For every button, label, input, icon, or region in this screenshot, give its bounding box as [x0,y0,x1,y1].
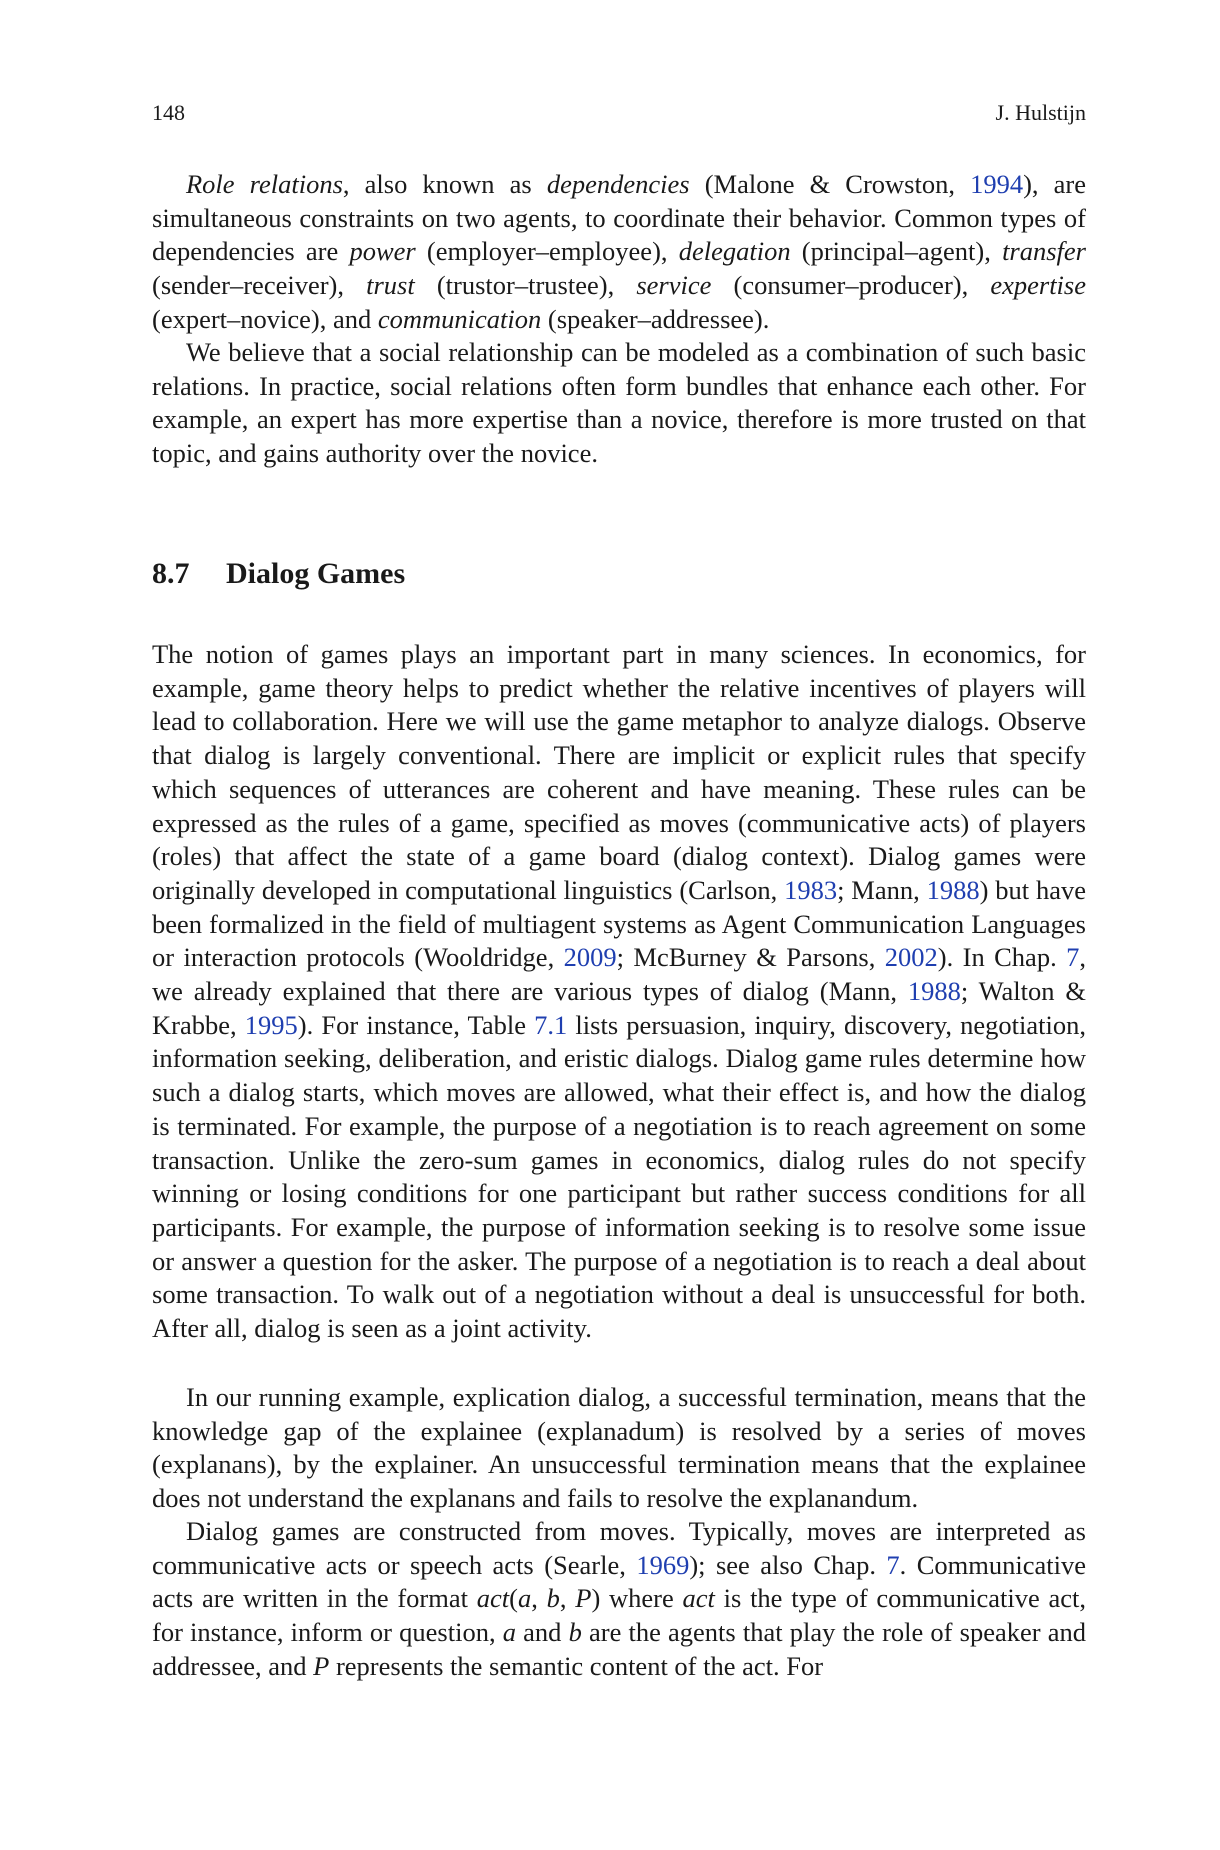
text-run: (sender–receiver), [152,270,367,301]
emphasis: trust [366,270,415,301]
text-run: (speaker–addressee). [541,303,770,334]
text-run: ; McBurney & Parsons, [616,942,885,973]
chapter-link[interactable]: 7 [1066,942,1080,973]
text-run: ; Mann, [837,874,927,905]
text-run: Dialog games are constructed from moves. Typically, moves are interpreted as communicative acts or speech acts (Searle, [152,1516,1086,1580]
text-run: (employer–employee), [415,236,679,267]
text-run: lists persuasion, inquiry, discovery, negotiation, information seeking, deliberation, and eristic dialogs. Dialog game rules determine how such a dialog starts, which moves are allowed, what their effect is, and how the dialog is terminated. For example, the purpose of a negotiation is to reach agreement on some transaction. Unlike the zero-sum games in economics, dialog rules do not specify winning or losing conditions for one participant but rather success conditions for all participants. For example, the purpose of information seeking is to resolve some issue or answer a question for the asker. The purpose of a negotiation is to reach a deal about some transaction. To walk out of a negotiation without a deal is unsuccessful for both. After all, dialog is seen as a joint activity. [152,1009,1086,1344]
section-title: Dialog Games [226,557,406,590]
emphasis: power [349,236,416,267]
math-symbol: act [476,1583,510,1614]
text-run: represents the semantic content of the act. For [329,1650,824,1681]
citation-link[interactable]: 1994 [970,169,1024,199]
math-symbol: P [575,1583,592,1614]
math-symbol: P [313,1650,330,1681]
math-symbol: ( [509,1583,518,1614]
paragraph-social-relationship: We believe that a social relationship can be modeled as a combination of such basic relations. In practice, social relations often form bundles that enhance each other. For example, an expert has more expertise than a novice, therefore is more trusted on that topic, and gains authority over the novice. [152,337,1086,469]
math-symbol: b [546,1583,560,1614]
text-run: ; Walton & Krabbe, [152,976,1086,1040]
text-run: ) but have been formalized in the field of multiagent systems as Agent Communication Languages or interaction protocols (Wooldridge, [152,874,1087,973]
math-symbol: a [502,1617,516,1648]
citation-link[interactable]: 1983 [784,874,838,905]
text-run: ). For instance, Table [297,1009,535,1040]
text-run: are the agents that play the role of speaker and addressee, and [152,1617,1086,1681]
text-run: The notion of games plays an important part in many sciences. In economics, for example, game theory helps to predict whether the relative incentives of players will lead to collaboration. Here we will use the game metaphor to analyze dialogs. Observe that dialog is largely conventional. There are implicit or explicit rules that specify which sequences of utterances are coherent and have meaning. These rules can be expressed as the rules of a game, specified as moves (communicative acts) of players (roles) that affect the state of a game board (dialog context). Dialog games were originally developed in computational linguistics (Carlson, [152,639,1086,905]
text-run: and [516,1617,569,1648]
text-run: , also known as [342,169,547,199]
text-run: ). In Chap. [937,942,1067,973]
citation-link[interactable]: 2002 [884,942,938,973]
text-run: (Malone & Crowston, [689,169,971,199]
text-run: ), are simultaneous constraints on two agents, to coordinate their behavior. Common types of dependencies are [152,169,1086,267]
text-run: (consumer–producer), [711,270,991,301]
paragraph-notion-of-games [152,638,1086,1346]
math-symbol: a [517,1583,532,1614]
text-run: (principal–agent), [790,236,1003,267]
text-run: where [600,1583,683,1614]
page-number: 148 [152,100,185,125]
citation-link[interactable]: 1969 [636,1549,690,1580]
emphasis: service [636,270,712,301]
text-run: (trustor–trustee), [414,270,637,301]
paragraph-role-relations [152,168,1086,337]
running-header [152,100,1086,130]
text-run: , we already explained that there are various types of dialog (Mann, [152,942,1086,1007]
table-link[interactable]: 7.1 [534,1009,568,1040]
section-number: 8.7 [152,557,190,590]
citation-link[interactable]: 1988 [926,874,980,905]
emphasis: Role relations [186,169,343,199]
chapter-link[interactable]: 7 [886,1549,900,1580]
math-symbol: , [559,1583,576,1614]
running-head-author: J. Hulstijn [995,100,1086,125]
text-run: . Communicative acts are written in the format [152,1549,1087,1614]
paragraph-running-example: In our running example, explication dialog, a successful termination, means that the knowledge gap of the explainee (explanadum) is resolved by a series of moves (explanans), by the explainer. An unsuccessful termination means that the explainee does not understand the explanans and fails to resolve the explanandum. [152,1382,1086,1514]
paragraph-moves [152,1515,1086,1684]
math-symbol: act [682,1583,715,1614]
math-symbol: b [568,1617,582,1648]
text-run: (expert–novice), and [152,303,378,334]
citation-link[interactable]: 2009 [563,942,617,973]
math-symbol: ) [591,1583,601,1614]
section-heading [152,557,405,591]
emphasis: dependencies [546,169,690,199]
emphasis: communication [377,303,542,334]
text-run: ); see also Chap. [689,1549,887,1580]
emphasis: expertise [990,270,1086,301]
emphasis: delegation [678,236,791,267]
math-symbol: , [531,1583,547,1614]
citation-link[interactable]: 1995 [244,1009,298,1040]
text-run: is the type of communicative act, for instance, inform or question, [152,1583,1087,1648]
citation-link[interactable]: 1988 [907,976,961,1007]
emphasis: transfer [1002,236,1086,267]
